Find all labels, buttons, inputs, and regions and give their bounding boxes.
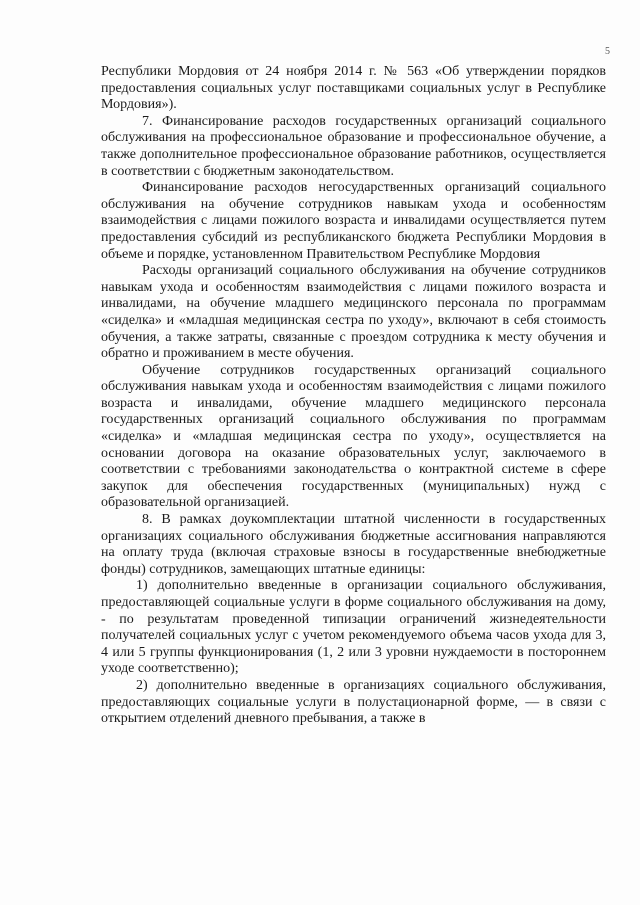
- paragraph-item-8: 8. В рамках доукомплектации штатной численности в государственных организациях социального обслуживания бюджетные ассигнования направляются на оплату труда (включая страховые взносы в государственные внебюджетные фонды) сотрудников, замещающих штатные единицы:: [101, 512, 606, 577]
- paragraph-training-contract: Обучение сотрудников государственных организаций социального обслуживания навыкам ухода и особенностям взаимодействия с лицами пожилого возраста и инвалидами, обучение младшего медицинского персонала государственных организаций социального обслуживания по программам «сиделка» и «младшая медицинская сестра по уходу», осуществляется на основании договора на оказание образовательных услуг, заключаемого в соответствии с требованиями законодательства о контрактной системе в сфере закупок для обеспечения государственных (муниципальных) нужд с образовательной организацией.: [101, 362, 606, 511]
- paragraph-nongov-financing: Финансирование расходов негосударственных организаций социального обслуживания на обучение сотрудников навыкам ухода и особенностям взаимодействия с лицами пожилого возраста и инвалидами осуществляется путем предоставления субсидий из республиканского бюджета Республики Мордовия в объеме и порядке, установленном Правительством Республике Мордовия: [101, 180, 606, 262]
- list-item-2: 2) дополнительно введенные в организациях социального обслуживания, предоставляющих социальные услуги в полустационарной форме, — в связи с открытием отделений дневного пребывания, а также в: [101, 677, 606, 727]
- list-item-1: 1) дополнительно введенные в организации социального обслуживания, предоставляющей социальные услуги в форме социального обслуживания на дому, - по результатам проведенной типизации ограничений жизнедеятельности получателей социальных услуг с учетом рекомендуемого объема часов ухода для 3, 4 или 5 группы функционирования (1, 2 или 3 уровни нуждаемости в постороннем уходе соответственно);: [101, 578, 606, 677]
- paragraph-item-7: 7. Финансирование расходов государственных организаций социального обслуживания на профессиональное образование и профессиональное обучение, а также дополнительное профессиональное образование работников, осуществляется в соответствии с бюджетным законодательством.: [101, 113, 606, 179]
- paragraph-continuation: Республики Мордовия от 24 ноября 2014 г. № 563 «Об утверждении порядков предоставления социальных услуг поставщиками социальных услуг в Республике Мордовия»).: [101, 64, 606, 113]
- paragraph-training-expenses: Расходы организаций социального обслуживания на обучение сотрудников навыкам ухода и особенностям взаимодействия с лицами пожилого возраста и инвалидами, на обучение младшего медицинского персонала по программам «сиделка» и «младшая медицинская сестра по уходу», включают в себя стоимость обучения, а также затраты, связанные с проездом сотрудника к месту обучения и обратно и проживанием в месте обучения.: [101, 263, 606, 362]
- document-body: [101, 64, 606, 728]
- page-number: 5: [605, 46, 610, 57]
